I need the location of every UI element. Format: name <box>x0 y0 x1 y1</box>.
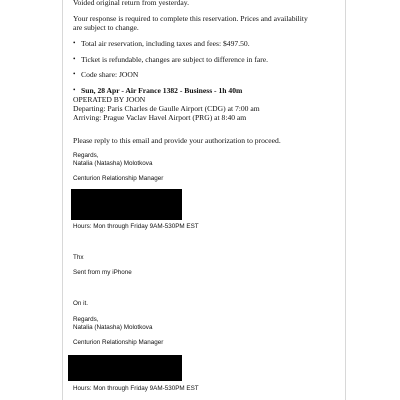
redaction-box <box>68 355 182 381</box>
flight-title: Sun, 28 Apr - Air France 1382 - Business - 1h 40m <box>81 86 243 95</box>
bullet-dot-icon: • <box>73 86 76 94</box>
signature-title: Centurion Relationship Manager <box>73 339 164 346</box>
bullet-item-total: Total air reservation, including taxes and fees: $497.50. <box>81 39 250 48</box>
response-line-2: are subject to change. <box>73 23 139 32</box>
reply-on-it: On it. <box>73 300 89 307</box>
signature-regards: Regards, <box>73 152 99 159</box>
page-border-right <box>345 0 346 400</box>
signature-title: Centurion Relationship Manager <box>73 175 164 182</box>
bullet-dot-icon: • <box>73 55 76 63</box>
flight-arriving: Arriving: Prague Vaclav Havel Airport (PRG) at 8:40 am <box>73 113 247 122</box>
signature-name: Natalia (Natasha) Molotkova <box>73 160 153 167</box>
bullet-dot-icon: • <box>73 39 76 47</box>
bullet-dot-icon: • <box>73 70 76 78</box>
signature-name: Natalia (Natasha) Molotkova <box>73 324 153 331</box>
reply-thx: Thx <box>73 254 84 261</box>
page-border-left <box>62 0 63 400</box>
voided-line: Voided original return from yesterday. <box>73 0 189 7</box>
bullet-item-codeshare: Code share: JOON <box>81 70 139 79</box>
signature-hours: Hours: Mon through Friday 9AM-530PM EST <box>73 385 199 392</box>
reply-request-line: Please reply to this email and provide your authorization to proceed. <box>73 136 281 145</box>
signature-hours: Hours: Mon through Friday 9AM-530PM EST <box>73 223 199 230</box>
signature-regards: Regards, <box>73 316 99 323</box>
reply-sent-from: Sent from my iPhone <box>73 269 132 276</box>
flight-departing: Departing: Paris Charles de Gaulle Airport (CDG) at 7:00 am <box>73 104 260 113</box>
bullet-item-refundable: Ticket is refundable, changes are subject to difference in fare. <box>81 55 269 64</box>
flight-operated: OPERATED BY JOON <box>73 95 146 104</box>
redaction-box <box>71 189 182 220</box>
response-line-1: Your response is required to complete this reservation. Prices and availability <box>73 14 308 23</box>
